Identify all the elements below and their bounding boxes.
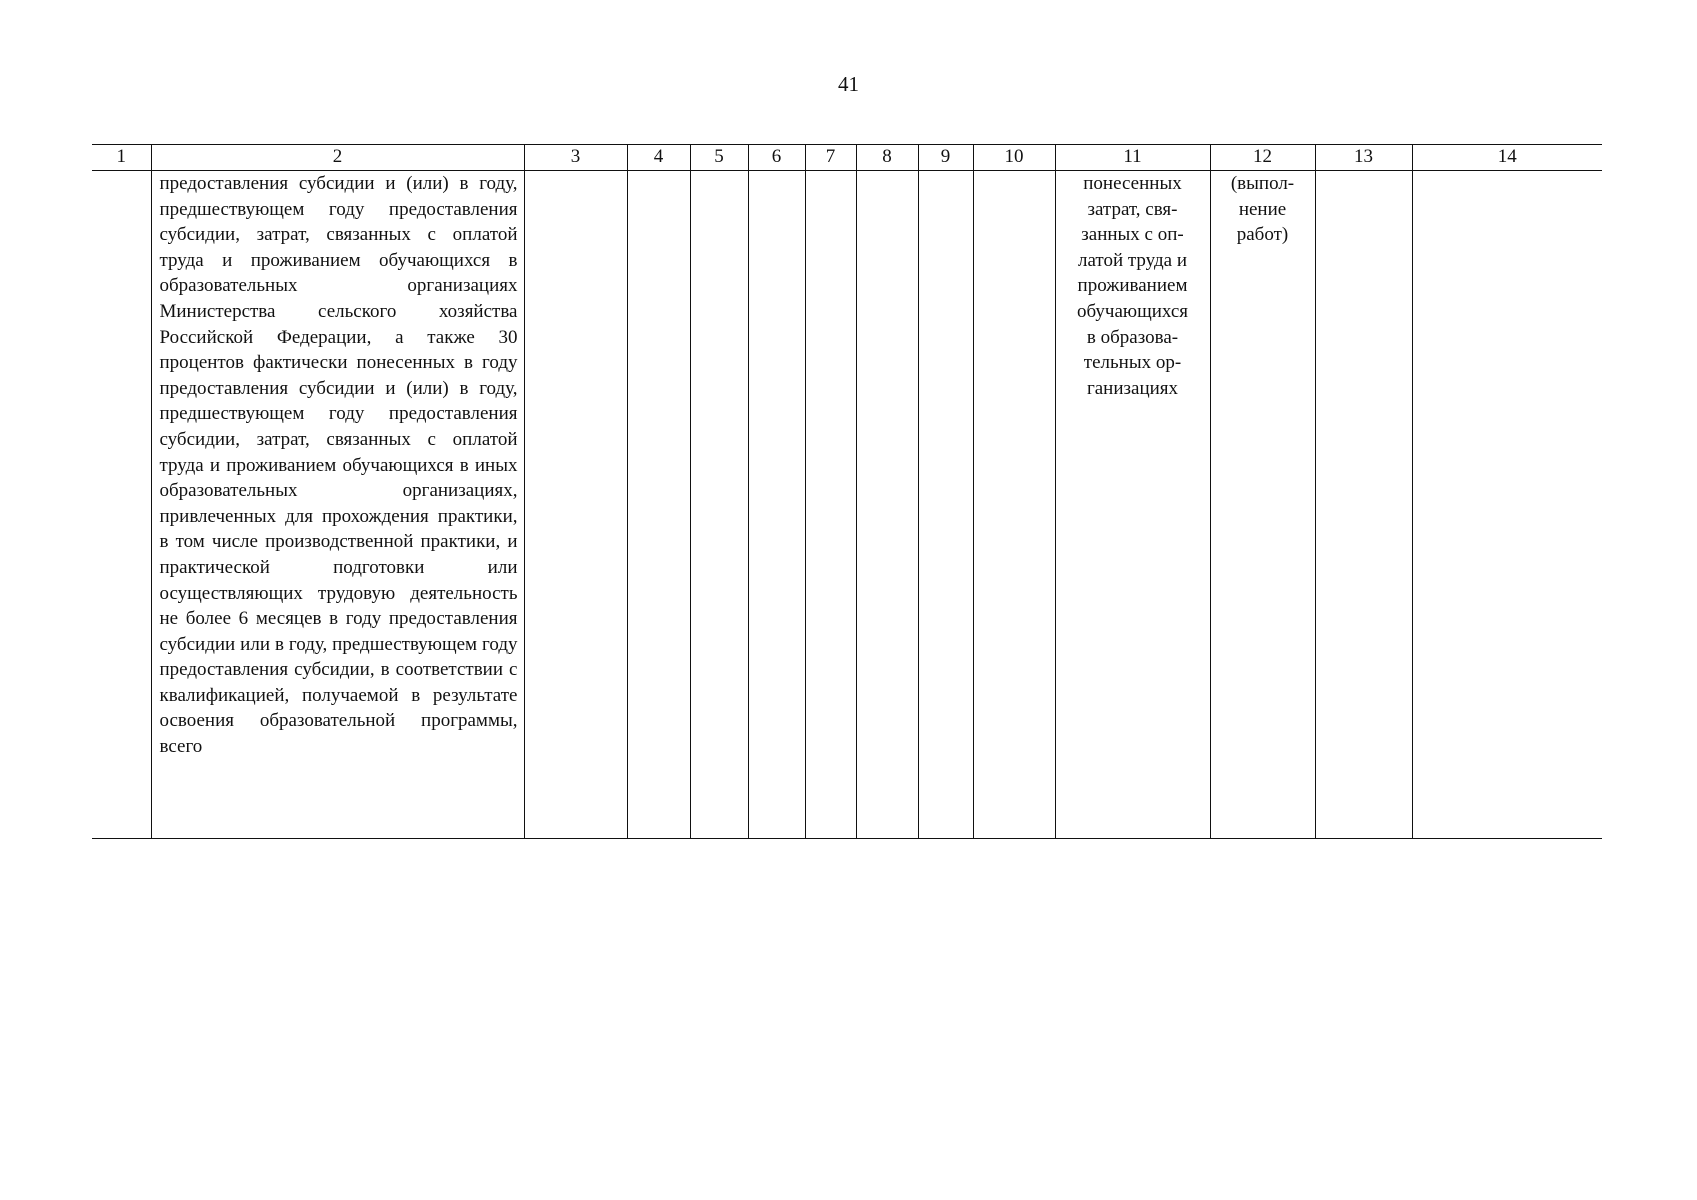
cell-col-11-text: понесенных затрат, свя- занных с оп- латой труда и проживанием обучающихся в образова- тельных ор- ганизациях	[1076, 173, 1189, 399]
column-header-10: 10	[973, 145, 1055, 171]
table-row	[92, 171, 1602, 839]
column-header-5: 5	[690, 145, 748, 171]
cell-col-7	[805, 171, 856, 839]
column-header-3: 3	[524, 145, 627, 171]
cell-col-1	[92, 171, 151, 839]
table-header	[92, 145, 1602, 171]
cell-col-8	[856, 171, 918, 839]
data-table	[92, 144, 1602, 839]
cell-col-12-text: (выпол- нение работ)	[1230, 173, 1295, 246]
column-header-2: 2	[151, 145, 524, 171]
column-header-14: 14	[1412, 145, 1602, 171]
cell-col-10	[973, 171, 1055, 839]
column-header-4: 4	[627, 145, 690, 171]
header-row	[92, 145, 1602, 171]
cell-col-12	[1210, 171, 1315, 839]
cell-col-2-text: предоставления субсидии и (или) в году, предшествующем году предоставления субсидии, затрат, связанных с оплатой труда и проживанием обучающихся в образовательных организациях Министерства сельского хозяйства Российской Федерации, а также 30 процентов фактически понесенных в году предоставления субсидии и (или) в году, предшествующем году предоставления субсидии, затрат, связанных с оплатой труда и проживанием обучающихся в иных образовательных организациях, привлеченных для прохождения практики, в том числе производственной практики, и практической подготовки или осуществляющих трудовую деятельность не более 6 месяцев в году предоставления субсидии или в году, предшествующем году предоставления субсидии, в соответствии с квалификацией, получаемой в результате освоения образовательной программы, всего	[159, 173, 518, 758]
column-header-13: 13	[1315, 145, 1412, 171]
table-body	[92, 171, 1602, 839]
column-header-6: 6	[748, 145, 805, 171]
cell-col-2	[151, 171, 524, 839]
column-header-8: 8	[856, 145, 918, 171]
column-header-9: 9	[918, 145, 973, 171]
page-number: 41	[838, 72, 859, 96]
cell-col-4	[627, 171, 690, 839]
cell-col-5	[690, 171, 748, 839]
cell-col-11	[1055, 171, 1210, 839]
column-header-1: 1	[92, 145, 151, 171]
cell-col-13	[1315, 171, 1412, 839]
cell-col-9	[918, 171, 973, 839]
cell-col-6	[748, 171, 805, 839]
column-header-11: 11	[1055, 145, 1210, 171]
cell-col-14	[1412, 171, 1602, 839]
cell-col-3	[524, 171, 627, 839]
column-header-12: 12	[1210, 145, 1315, 171]
column-header-7: 7	[805, 145, 856, 171]
